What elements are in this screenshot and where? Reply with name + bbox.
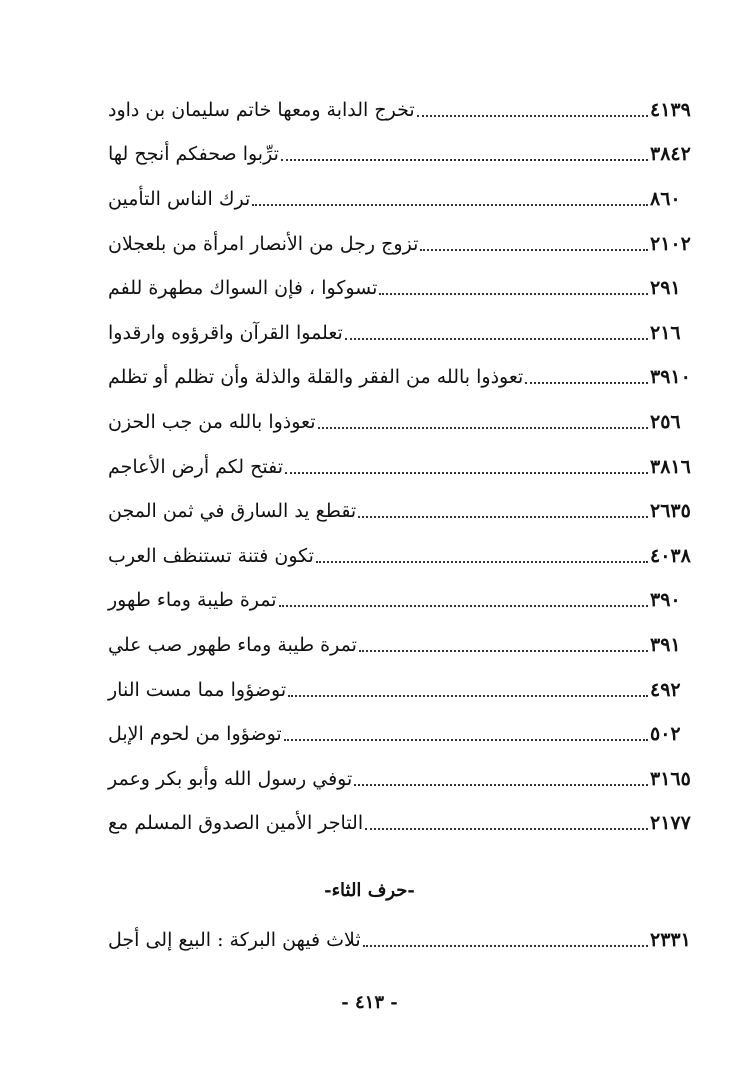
entry-number: ٤٠٣٨: [650, 544, 691, 567]
index-entry: [108, 222, 706, 267]
dot-leader: [420, 248, 648, 251]
section-entry-list: [108, 918, 706, 963]
entry-text: ثلاث فيهن البركة : البيع إلى أجل: [108, 928, 361, 951]
entry-number: ٢١٦: [650, 321, 681, 344]
index-entry: [108, 757, 706, 802]
entry-text: تعوذوا بالله من الفقر والقلة والذلة وأن تظلم أو تظلم: [108, 366, 524, 389]
dot-leader: [379, 292, 648, 295]
entry-number: ٢١٧٧: [650, 812, 691, 835]
dot-leader: [252, 203, 648, 206]
index-entry: [108, 177, 706, 222]
dot-leader: [345, 337, 648, 340]
dot-leader: [358, 515, 648, 518]
entry-number: ٤٩٢: [650, 678, 681, 701]
entry-text: تفتح لكم أرض الأعاجم: [108, 455, 283, 478]
dot-leader: [354, 783, 648, 786]
dot-leader: [365, 827, 648, 830]
entry-number: ٤١٣٩: [650, 98, 691, 121]
entry-number: ٨٦٠: [650, 187, 681, 210]
entry-text: توضؤوا مما مست النار: [108, 678, 287, 701]
index-entry: [108, 445, 706, 490]
entry-text: تزوج رجل من الأنصار امرأة من بلعجلان: [108, 232, 419, 255]
index-entry: [108, 400, 706, 445]
index-entry: [108, 918, 706, 963]
section-heading: -حرف الثاء-: [324, 880, 415, 901]
dot-leader: [281, 158, 648, 161]
index-entry: [108, 668, 706, 713]
entry-text: تكون فتنة تستنظف العرب: [108, 544, 314, 567]
entry-text: تعوذوا بالله من جب الحزن: [108, 410, 316, 433]
index-entry: [108, 802, 706, 847]
hadith-index-list: [108, 88, 706, 846]
index-entry: [108, 489, 706, 534]
entry-number: ٢٦٣٥: [650, 500, 691, 523]
entry-number: ٢٣٣١: [650, 928, 691, 951]
index-entry: [108, 623, 706, 668]
dot-leader: [417, 114, 648, 117]
entry-number: ٣٨١٦: [650, 455, 691, 478]
index-entry: [108, 356, 706, 401]
dot-leader: [279, 604, 648, 607]
entry-number: ٢٥٦: [650, 410, 681, 433]
index-entry: [108, 534, 706, 579]
entry-text: تمرة طيبة وماء طهور: [108, 589, 277, 612]
entry-text: تسوكوا ، فإن السواك مطهرة للفم: [108, 277, 378, 300]
entry-text: تعلموا القرآن واقرؤوه وارقدوا: [108, 321, 343, 344]
index-entry: [108, 712, 706, 757]
dot-leader: [359, 649, 648, 652]
dot-leader: [284, 738, 648, 741]
entry-text: ترِّبوا صحفكم أنجح لها: [108, 143, 279, 166]
entry-number: ٣٩١٠: [650, 366, 691, 389]
entry-text: توفي رسول الله وأبو بكر وعمر: [108, 767, 353, 790]
index-entry: [108, 579, 706, 624]
entry-text: تخرج الدابة ومعها خاتم سليمان بن داود: [108, 98, 415, 121]
entry-number: ٣٩١: [650, 633, 681, 656]
dot-leader: [285, 471, 648, 474]
entry-text: تمرة طيبة وماء طهور صب علي: [108, 633, 357, 656]
index-entry: [108, 266, 706, 311]
index-entry: [108, 88, 706, 133]
entry-text: التاجر الأمين الصدوق المسلم مع: [108, 812, 364, 835]
entry-number: ٥٠٢: [650, 723, 681, 746]
entry-number: ٣١٦٥: [650, 767, 691, 790]
entry-text: تقطع يد السارق في ثمن المجن: [108, 500, 357, 523]
entry-number: ٣٨٤٢: [650, 143, 691, 166]
dot-leader: [525, 381, 648, 384]
dot-leader: [363, 944, 648, 947]
entry-number: ٢١٠٢: [650, 232, 691, 255]
index-entry: [108, 133, 706, 178]
dot-leader: [316, 560, 648, 563]
entry-number: ٣٩٠: [650, 589, 681, 612]
entry-text: ترك الناس التأمين: [108, 187, 251, 210]
index-entry: [108, 311, 706, 356]
entry-number: ٢٩١: [650, 277, 681, 300]
dot-leader: [288, 694, 648, 697]
entry-text: توضؤوا من لحوم الإبل: [108, 723, 282, 746]
dot-leader: [318, 426, 649, 429]
page-number: - ٤١٣ -: [341, 992, 398, 1013]
